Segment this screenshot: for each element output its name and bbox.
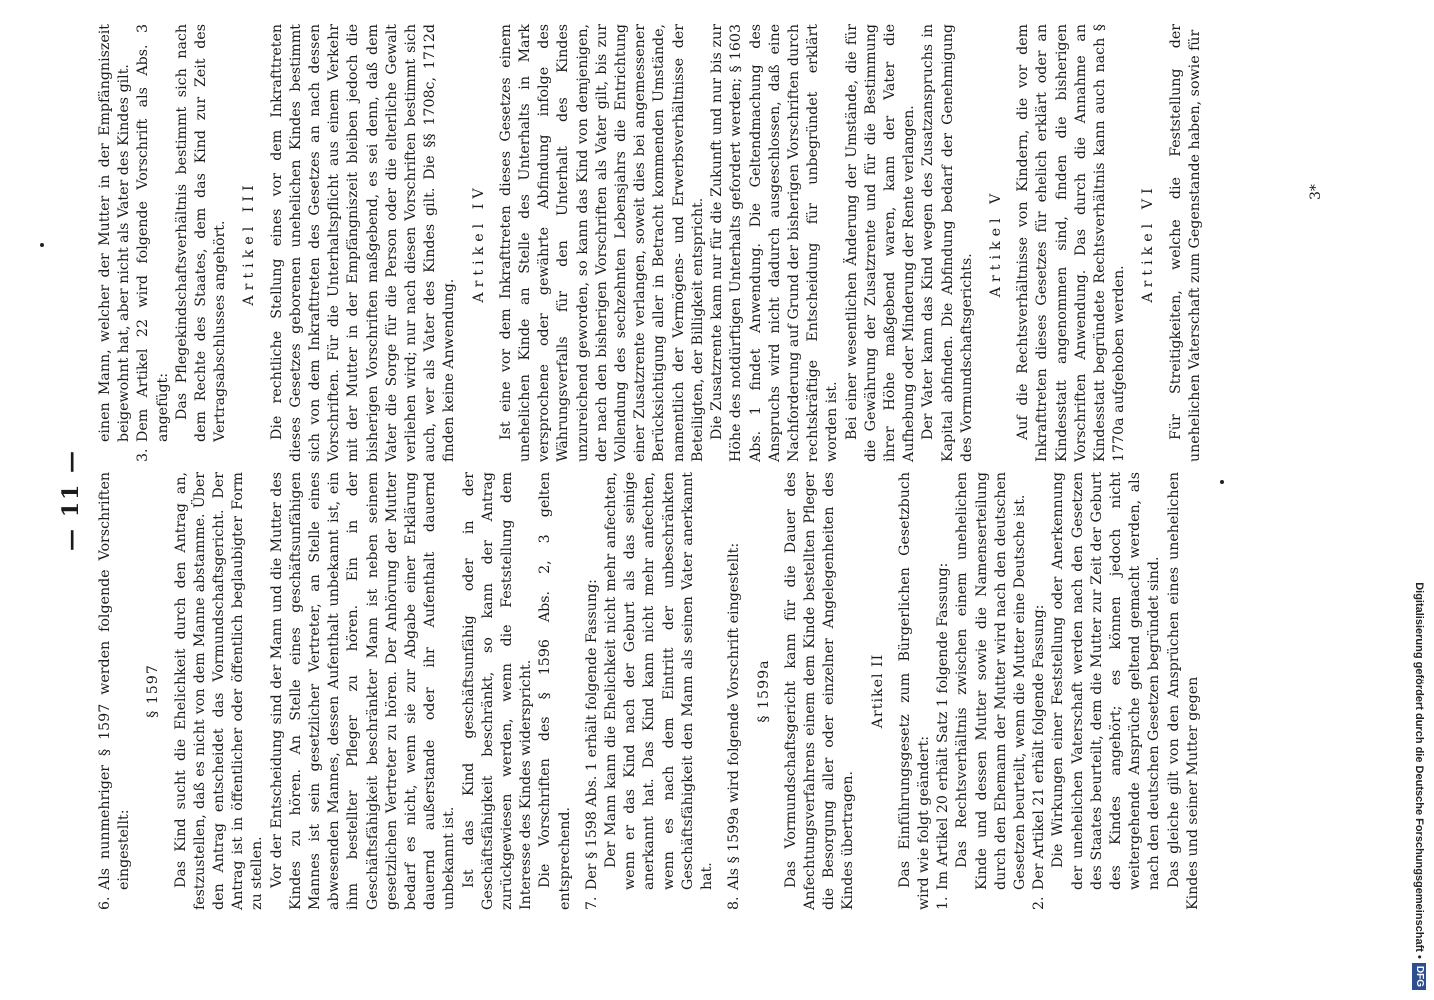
list-item [725, 472, 744, 910]
digitization-note-text: Digitalisierung gefördert durch die Deutsche Forschungsgemeinschaft • [1413, 582, 1425, 959]
paragraph: Ist eine vor dem Inkrafttreten dieses Gesetzes einem unehelichen Kinde an Stelle des Unterhalts in Mark versprochene oder gewährte Abfindung infolge des Währungsverfalls für den Unterhalt des Kindes unzureichend geworden, so kann das Kind von demjenigen, der nach den bisherigen Vorschriften als Vater gilt, bis zur Vollendung des sechzehnten Lebensjahrs die Entrichtung einer Zusatzrente verlangen, soweit dies bei angemessener Berücksichtigung aller in Betracht kommenden Umstände, namentlich der Vermögens- und Erwerbsverhältnisse der Beteiligten, der Billigkeit entspricht. [497, 24, 706, 462]
page-number: — 11 — [58, 449, 84, 551]
digitization-note-text-wrap [1408, 10, 1430, 990]
item-number: 2. [1031, 896, 1048, 910]
item-number: 1. [935, 896, 952, 910]
dfg-logo: DFG [1412, 963, 1426, 990]
paragraph: Der Mann kann die Ehelichkeit nicht mehr anfechten, wenn er das Kind nach der Geburt als das seinige anerkannt hat. Das Kind kann nicht mehr anfechten, wenn es nach dem Eintritt der unbeschränkten Geschäftsfähigkeit den Mann als seinen Vater anerkannt hat. [603, 472, 716, 890]
item-text: Als § 1599a wird folgende Vorschrift eingestellt: [726, 542, 743, 890]
section-heading: § 1599a [755, 659, 772, 723]
item-number: 7. [583, 896, 600, 910]
paragraph: Der Vater kann das Kind wegen des Zusatzanspruchs in Kapital abfinden. Die Abfindung bedarf der Genehmigung des Vormundschaftsgerichts. [920, 24, 975, 462]
paragraph: Das Kind sucht die Ehelichkeit durch den Antrag an, festzustellen, daß es nicht von dem Manne abstamme. Über den Antrag entscheidet das Vormundschaftsgericht. Der Antrag ist in öffentlicher oder öffentlich beglaubigter Form zu stellen. [172, 472, 266, 910]
item-text: Dem Artikel 22 wird folgende Vorschrift als Abs. 3 angefügt: [135, 24, 171, 442]
paragraph: Vor der Entscheidung sind der Mann und die Mutter des Kindes zu hören. An Stelle eines geschäftsunfähigen Mannes ist sein gesetzlicher Vertreter, an Stelle eines abwesenden Mannes, dessen Aufenthalt unbekannt ist, ein ihm bestellter Pfleger zu hören. Ein in der Geschäftsfähigkeit beschränkter Mann ist neben seinem gesetzlichen Vertreter zu hören. Der Anhörung der Mutter bedarf es nicht, wenn sie zur Abgabe einer Erklärung dauernd außerstande oder ihr Aufenthalt dauernd unbekannt ist. [268, 472, 458, 910]
paragraph: Ist das Kind geschäftsunfähig oder in der Geschäftsfähigkeit beschränkt, so kann der Antrag zurückgewiesen werden, wenn die Feststellung dem Interesse des Kindes widerspricht. [460, 472, 535, 910]
item-text: Der § 1598 Abs. 1 erhält folgende Fassung: [583, 579, 600, 890]
article-heading: Artikel II [869, 653, 886, 729]
section-heading: § 1597 [145, 664, 162, 718]
paragraph: Bei einer wesentlichen Änderung der Umstände, die für die Gewährung der Zusatzrente und für die Bestimmung ihrer Höhe maßgebend waren, kann der Vater die Aufhebung oder Minderung der Rente verlangen. [843, 24, 918, 462]
list-item [96, 472, 134, 910]
paragraph: Auf die Rechtsverhältnisse von Kindern, die vor dem Inkrafttreten dieses Gesetzes für ehelich erklärt oder an Kindesstatt angenommen sind, finden die bisherigen Vorschriften Anwendung. Das durch die Annahme an Kindesstatt begründete Rechtsverhältnis kann auch nach § 1770a aufgehoben werden. [1015, 24, 1128, 462]
list-item [583, 472, 602, 910]
paragraph: Die Zusatzrente kann nur für die Zukunft und nur bis zur Höhe des notdürftigen Unterhalts gefordert werden; § 1603 Abs. 1 findet Anwendung. Die Geltendmachung des Anspruchs wird nicht dadurch ausgeschlossen, daß eine Nachforderung auf Grund der bisherigen Vorschriften durch rechtskräftige Entscheidung für unbegründet erklärt worden ist. [709, 24, 841, 462]
article-heading: Artikel IV [470, 183, 487, 303]
paragraph: Das gleiche gilt von den Ansprüchen eines unehelichen Kindes und seiner Mutter gegen [1165, 472, 1201, 910]
paragraph: Die Vorschriften des § 1596 Abs. 2, 3 gelten entsprechend. [537, 472, 573, 910]
paragraph: Das Vormundschaftsgericht kann für die Dauer des Anfechtungsverfahrens einem dem Kinde bestellten Pfleger die Besorgung aller oder einzelner Angelegenheiten des Kindes übertragen. [782, 472, 857, 910]
paragraph: einen Mann, welcher der Mutter in der Empfängniszeit beigewohnt hat, aber nicht als Vater des Kindes gilt. [97, 24, 133, 442]
item-number: 8. [726, 896, 743, 910]
paragraph: Das Einführungsgesetz zum Bürgerlichen Gesetzbuch wird wie folgt geändert: [896, 472, 932, 910]
item-text: Der Artikel 21 erhält folgende Fassung: [1031, 604, 1048, 890]
paragraph: Die Wirkungen einer Feststellung oder Anerkennung der unehelichen Vaterschaft werden nach den Gesetzen des Staates beurteilt, dem die Mutter zur Zeit der Geburt des Kindes angehört; es können jedoch nicht weitergehende Ansprüche geltend gemacht werden, als nach den deutschen Gesetzen begründet sind. [1050, 472, 1163, 890]
item-number: 6. [97, 896, 113, 910]
item-number: 3. [135, 448, 152, 462]
article-heading: Artikel VI [1140, 183, 1157, 303]
list-item [934, 472, 953, 910]
left-column [96, 472, 1203, 910]
article-heading: Artikel III [241, 180, 258, 306]
paragraph: Für Streitigkeiten, welche die Feststellung der unehelichen Vaterschaft zum Gegenstande haben, sowie für [1167, 24, 1203, 462]
item-text: Im Artikel 20 erhält Satz 1 folgende Fassung: [935, 562, 952, 890]
item-text: Als nunmehriger § 1597 werden folgende Vorschriften eingestellt: [97, 472, 133, 890]
paragraph: Die rechtliche Stellung eines vor dem Inkrafttreten dieses Gesetzes geborenen unehelichen Kindes bestimmt sich von dem Inkrafttreten des Gesetzes an nach dessen Vorschriften. Für die Unterhaltspflicht aus einem Verkehr mit der Mutter in der Empfängniszeit bleiben jedoch die bisherigen Vorschriften maßgebend, es sei denn, daß dem Vater die Sorge für die Person oder die elterliche Gewalt verliehen wird; nur nach diesen Vorschriften bestimmt sich auch, wer als Vater des Kindes gilt. Die §§ 1708c, 1712d finden keine Anwendung. [268, 24, 458, 462]
paragraph: Das Rechtsverhältnis zwischen einem unehelichen Kinde und dessen Mutter sowie die Namenserteilung durch den Ehemann der Mutter wird nach den deutschen Gesetzen beurteilt, wenn die Mutter eine Deutsche ist. [954, 472, 1028, 890]
list-item [134, 24, 172, 462]
ink-speck [1220, 480, 1224, 484]
paragraph: Das Pflegekindschaftsverhältnis bestimmt sich nach dem Rechte des Staates, dem das Kind zur Zeit des Vertragsabschlusses angehört. [173, 24, 229, 442]
signature-mark: 3* [1308, 184, 1324, 200]
article-heading: Artikel V [987, 188, 1004, 298]
right-column [96, 24, 1205, 462]
digitization-note [1408, 10, 1430, 990]
ink-speck [40, 243, 44, 247]
list-item [1030, 472, 1049, 910]
